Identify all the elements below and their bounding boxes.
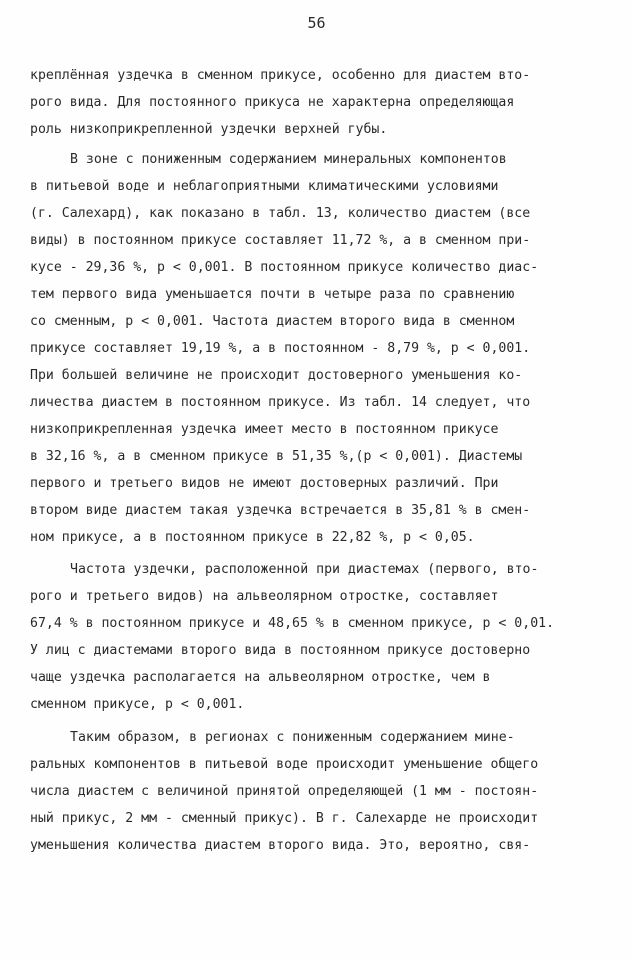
text-line: уменьшения количества диастем второго вида. Это, вероятно, свя- [30, 838, 531, 853]
text-line: числа диастем с величиной принятой определяющей (1 мм - постоян- [30, 784, 539, 799]
text-line: в 32,16 %, а в сменном прикусе в 51,35 %,(р < 0,001). Диастемы [30, 449, 523, 464]
text-line: со сменным, р < 0,001. Частота диастем второго вида в сменном [30, 314, 515, 329]
text-line: При большей величине не происходит достоверного уменьшения ко- [30, 368, 523, 383]
paragraph-first-line: Таким образом, в регионах с пониженным содержанием мине- [70, 730, 515, 745]
text-line: виды) в постоянном прикусе составляет 11,72 %, а в сменном при- [30, 233, 531, 248]
text-line: кусе - 29,36 %, р < 0,001. В постоянном прикусе количество диас- [30, 260, 539, 275]
page-number: 56 [307, 14, 326, 32]
text-line: сменном прикусе, р < 0,001. [30, 697, 245, 712]
text-line: низкоприкрепленная уздечка имеет место в постоянном прикусе [30, 422, 499, 437]
text-line: 67,4 % в постоянном прикусе и 48,65 % в сменном прикусе, р < 0,01. [30, 616, 555, 631]
text-line: тем первого вида уменьшается почти в четыре раза по сравнению [30, 287, 515, 302]
paragraph-first-line: Частота уздечки, расположенной при диастемах (первого, вто- [70, 562, 539, 577]
text-line: ральных компонентов в питьевой воде происходит уменьшение общего [30, 757, 539, 772]
text-line: рого вида. Для постоянного прикуса не характерна определяющая [30, 95, 515, 110]
text-line: роль низкоприкрепленной уздечки верхней губы. [30, 122, 388, 137]
text-line: У лиц с диастемами второго вида в постоянном прикусе достоверно [30, 643, 531, 658]
text-line: первого и третьего видов не имеют достоверных различий. При [30, 476, 499, 491]
text-line: чаще уздечка располагается на альвеолярном отростке, чем в [30, 670, 491, 685]
text-line: ном прикусе, а в постоянном прикусе в 22,82 %, р < 0,05. [30, 530, 475, 545]
text-line: втором виде диастем такая уздечка встречается в 35,81 % в смен- [30, 503, 531, 518]
text-line: креплённая уздечка в сменном прикусе, особенно для диастем вто- [30, 68, 531, 83]
text-line: в питьевой воде и неблагоприятными климатическими условиями [30, 179, 499, 194]
paragraph-first-line: В зоне с пониженным содержанием минеральных компонентов [70, 152, 507, 167]
text-line: (г. Салехард), как показано в табл. 13, количество диастем (все [30, 206, 531, 221]
text-line: личества диастем в постоянном прикусе. Из табл. 14 следует, что [30, 395, 531, 410]
text-line: ный прикус, 2 мм - сменный прикус). В г. Салехарде не происходит [30, 811, 539, 826]
text-line: рого и третьего видов) на альвеолярном отростке, составляет [30, 589, 499, 604]
text-line: прикусе составляет 19,19 %, а в постоянном - 8,79 %, р < 0,001. [30, 341, 531, 356]
